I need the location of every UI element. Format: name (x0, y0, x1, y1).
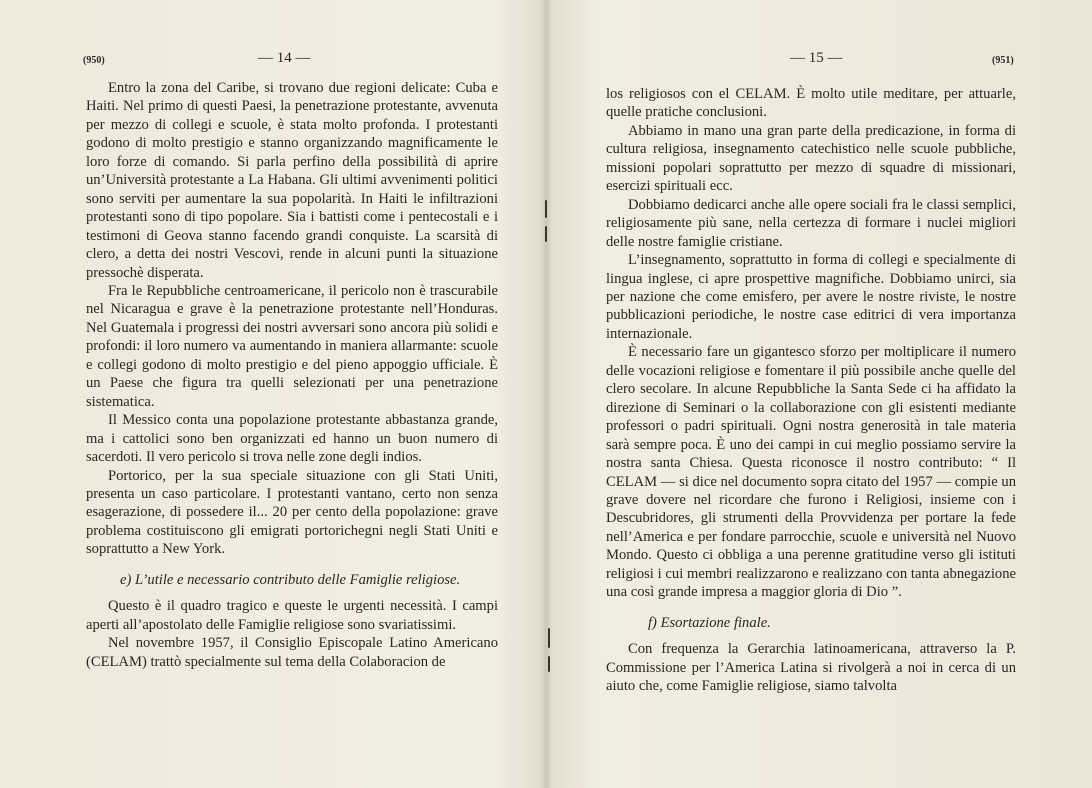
margin-mark (545, 226, 547, 242)
paragraph: Questo è il quadro tragico e queste le urgenti necessità. I campi aperti all’apostolato delle Famiglie religiose sono svariatissimi. (86, 598, 498, 633)
paragraph: Fra le Repubbliche centroamericane, il pericolo non è trascurabile nel Nicaragua e grave è la penetrazione protestante nell’Honduras. Nel Guatemala i progressi dei nostri avversari sono ancora più solidi e profondi: il loro numero va aumentando in maniera allarmante: scuole e collegi godono di molto prestigio e del pieno appoggio ufficiale. È un Paese che figura tra quelli selezionati per una penetrazione sistematica. (86, 282, 498, 410)
paragraph: Portorico, per la sua speciale situazione con gli Stati Uniti, presenta un caso particolare. I protestanti vantano, certo non senza esagerazione, di possedere il... 20 per cento della popolazione: grave problema costituiscono gli emigrati portorichegni negli Stati Uniti e soprattutto a New York. (86, 467, 498, 558)
right-page (552, 0, 1092, 788)
margin-mark (548, 628, 550, 648)
left-page-body (86, 79, 498, 671)
paragraph: Dobbiamo dedicarci anche alle opere sociali fra le classi semplici, religiosamente più sane, nella certezza di formare i nuclei migliori delle nostre famiglie cristiane. (606, 196, 1016, 250)
book-gutter (540, 0, 552, 788)
paragraph: È necessario fare un gigantesco sforzo per moltiplicare il numero delle vocazioni religiose e fomentare il più possibile anche quelle del clero secolare. In alcune Repubbliche la Santa Sede ci ha affidato la direzione di Seminari o la collaborazione con gli esistenti mediante professori o padri spirituali. Ogni nostra generosità in tale materia sarà sempre poca. È uno dei campi in cui meglio possiamo servire la nostra santa Chiesa. Questa riconosce il nostro contributo: “ Il CELAM — si dice nel documento sopra citato del 1957 — compie un grave dovere nel ricordare che furono i Religiosi, insieme con i Descubridores, gli strumenti della Provvidenza per portare la fede nell’America e per fondare parrocchie, scuole e università nel Nuovo Mondo. Questo ci obbliga a una perenne gratitudine verso gli istituti religiosi i cui membri realizzarono e realizzano con tanta abnegazione una così grande impresa a maggior gloria di Dio ”. (606, 344, 1016, 601)
right-page-number: — 15 — (790, 50, 843, 66)
section-heading: e) L’utile e necessario contributo delle Famiglie religiose. (120, 571, 461, 588)
right-page-body (606, 85, 1016, 696)
left-page-code: (950) (83, 55, 105, 66)
paragraph: Abbiamo in mano una gran parte della predicazione, in forma di cultura religiosa, insegnamento catechistico nelle scuole pubbliche, missioni popolari soprattutto per mezzo di squadre di missionari, esercizi spirituali ecc. (606, 122, 1016, 195)
margin-mark (545, 200, 547, 218)
paragraph: L’insegnamento, soprattutto in forma di collegi e specialmente di lingua inglese, ci apre prospettive magnifiche. Dobbiamo unirci, sia per nazione che come emisfero, per avere le nostre riviste, le nostre pubblicazioni periodiche, le nostre case editrici di vera importanza internazionale. (606, 252, 1016, 342)
paragraph: Nel novembre 1957, il Consiglio Episcopale Latino Americano (CELAM) trattò specialmente sul tema della Colaboracion de (86, 635, 498, 670)
paragraph: Con frequenza la Gerarchia latinoamericana, attraverso la P. Commissione per l’America Latina si rivolgerà a noi in cerca di un aiuto che, come Famiglie religiose, siamo talvolta (606, 641, 1016, 695)
margin-mark (548, 656, 550, 672)
left-page (0, 0, 540, 788)
paragraph: Il Messico conta una popolazione protestante abbastanza grande, ma i cattolici sono ben organizzati ed hanno un buon numero di sacerdoti. Il vero pericolo si trova nelle zone degli indios. (86, 412, 498, 466)
section-heading: f) Esortazione finale. (648, 614, 771, 631)
paragraph: los religiosos con el CELAM. È molto utile meditare, per attuarle, quelle pratiche conclusioni. (606, 86, 1016, 121)
right-page-code: (951) (992, 55, 1014, 66)
paragraph: Entro la zona del Caribe, si trovano due regioni delicate: Cuba e Haiti. Nel primo di questi Paesi, la penetrazione protestante, avvenuta per mezzo di collegi e scuole, è stata molto profonda. I protestanti godono di molto prestigio e stanno organizzando magnificamente le loro forze di comando. Si parla perfino della possibilità di aprire un’Università protestante a La Habana. Gli ultimi avvenimenti politici sono serviti per aumentare la sua popolarità. In Haiti le infiltrazioni protestanti sono di tipo popolare. Sia i battisti come i pentecostali e i testimoni di Geova stanno facendo grandi conquiste. La scarsità di clero, a detta dei nostri Vescovi, rende in alcuni punti la situazione pressochè disperata. (86, 80, 498, 281)
left-page-number: — 14 — (258, 50, 311, 66)
